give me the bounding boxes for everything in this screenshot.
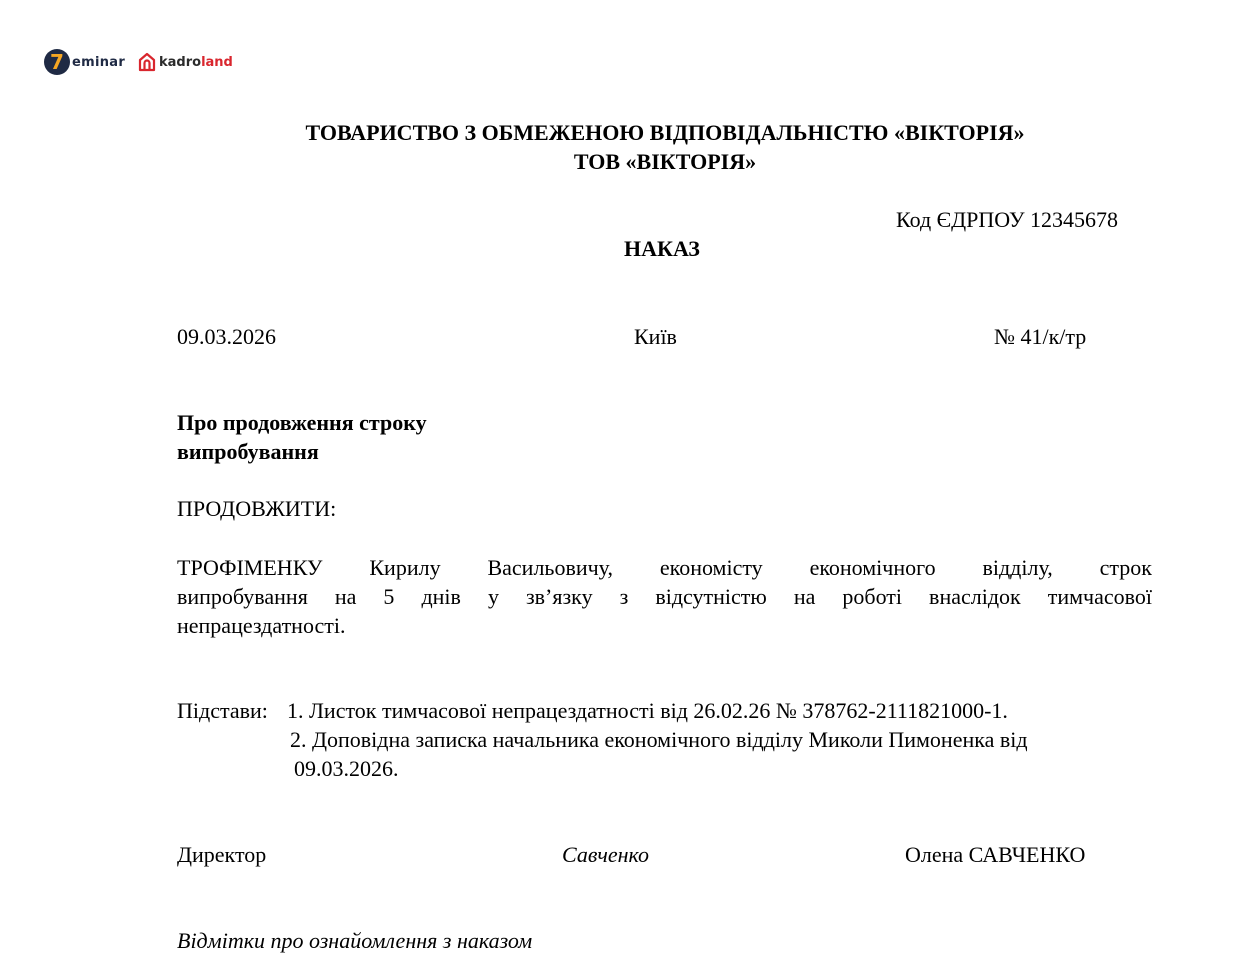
kadroland-logo — [137, 52, 233, 72]
signatory-name: Олена САВЧЕНКО — [905, 842, 1086, 867]
seminar-logo — [44, 49, 125, 75]
document-type-title: НАКАЗ — [624, 236, 700, 261]
acknowledgement-note: Відмітки про ознайомлення з наказом — [177, 928, 533, 953]
signatory-position: Директор — [177, 842, 267, 867]
grounds-label: Підстави: — [177, 698, 268, 723]
body-line-2: випробування на 5 днів у зв’язку з відсутністю на роботі внаслідок тимчасової — [177, 584, 1152, 609]
order-body-paragraph — [177, 553, 1152, 640]
body-line-1: ТРОФІМЕНКУ Кирилу Васильовичу, економісту економічного відділу, строк — [177, 555, 1152, 580]
subject-line-1: Про продовження строку — [177, 410, 427, 435]
directive-text: ПРОДОВЖИТИ: — [177, 496, 337, 521]
seminar-logo-text: eminar — [72, 54, 126, 70]
grounds-item-2: 2. Доповідна записка начальника економічного відділу Миколи Пимоненка від — [290, 727, 1028, 752]
grounds-item-2-continued: 09.03.2026. — [294, 756, 399, 781]
document-city: Київ — [634, 324, 677, 349]
org-short-name: ТОВ «ВІКТОРІЯ» — [573, 149, 757, 174]
document-date: 09.03.2026 — [177, 324, 276, 349]
edrpou-code: Код ЄДРПОУ 12345678 — [896, 207, 1119, 232]
document-number: № 41/к/тр — [994, 324, 1087, 349]
kadroland-logo-text: kadroland — [159, 54, 233, 70]
org-full-name: ТОВАРИСТВО З ОБМЕЖЕНОЮ ВІДПОВІДАЛЬНІСТЮ «ВІКТОРІЯ» — [305, 120, 1025, 145]
house-outline-icon — [137, 52, 157, 72]
grounds-item-1: 1. Листок тимчасової непрацездатності від 26.02.26 № 378762-2111821000-1. — [287, 698, 1008, 723]
seminar-seven-icon: 7 — [44, 49, 70, 75]
signatory-signature: Савченко — [562, 842, 650, 867]
body-line-3: непрацездатності. — [177, 613, 346, 638]
subject-line-2: випробування — [177, 439, 319, 464]
